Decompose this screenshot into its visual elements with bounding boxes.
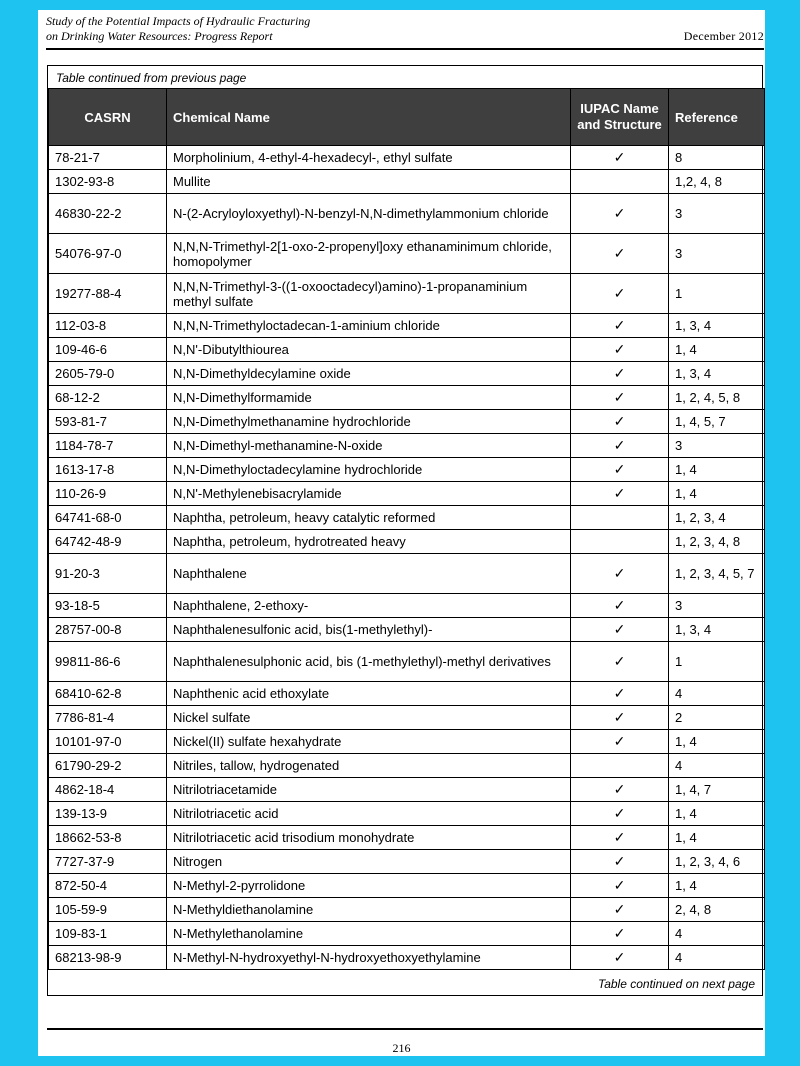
casrn-cell: 99811-86-6 [49, 642, 167, 682]
iupac-check-cell: ✓ [571, 874, 669, 898]
casrn-cell: 1184-78-7 [49, 434, 167, 458]
continued-next-note: Table continued on next page [597, 977, 755, 991]
reference-cell: 4 [669, 682, 765, 706]
chemical-name-cell: Nitrilotriacetic acid [167, 802, 571, 826]
chemical-name-cell: N,N,N-Trimethyloctadecan-1-aminium chloride [167, 314, 571, 338]
table-row [49, 826, 765, 850]
reference-cell: 1,2, 4, 8 [669, 170, 765, 194]
table-row [49, 362, 765, 386]
reference-cell: 1, 4, 7 [669, 778, 765, 802]
iupac-check-cell: ✓ [571, 554, 669, 594]
table-row [49, 170, 765, 194]
iupac-check-cell: ✓ [571, 706, 669, 730]
chemical-name-cell: N-(2-Acryloyloxyethyl)-N-benzyl-N,N-dimethylammonium chloride [167, 194, 571, 234]
chemical-name-cell: Morpholinium, 4-ethyl-4-hexadecyl-, ethyl sulfate [167, 146, 571, 170]
reference-cell: 1, 3, 4 [669, 362, 765, 386]
casrn-cell: 68-12-2 [49, 386, 167, 410]
casrn-cell: 2605-79-0 [49, 362, 167, 386]
casrn-cell: 4862-18-4 [49, 778, 167, 802]
iupac-check-cell: ✓ [571, 618, 669, 642]
iupac-check-cell: ✓ [571, 146, 669, 170]
casrn-cell: 10101-97-0 [49, 730, 167, 754]
chemical-name-cell: N,N-Dimethyldecylamine oxide [167, 362, 571, 386]
iupac-check-cell: ✓ [571, 802, 669, 826]
casrn-cell: 61790-29-2 [49, 754, 167, 778]
table-row [49, 754, 765, 778]
reference-cell: 1, 3, 4 [669, 314, 765, 338]
iupac-check-cell [571, 506, 669, 530]
table-row [49, 434, 765, 458]
table-row [49, 506, 765, 530]
reference-cell: 1, 3, 4 [669, 618, 765, 642]
table-row [49, 386, 765, 410]
table-row [49, 618, 765, 642]
casrn-cell: 109-46-6 [49, 338, 167, 362]
chemical-name-cell: N,N,N-Trimethyl-2[1-oxo-2-propenyl]oxy ethanaminimum chloride, homopolymer [167, 234, 571, 274]
casrn-cell: 872-50-4 [49, 874, 167, 898]
table-row [49, 194, 765, 234]
casrn-cell: 110-26-9 [49, 482, 167, 506]
chemical-name-cell: N,N'-Methylenebisacrylamide [167, 482, 571, 506]
reference-cell: 1, 4 [669, 458, 765, 482]
casrn-cell: 109-83-1 [49, 922, 167, 946]
chemical-name-cell: Nitrilotriacetic acid trisodium monohydrate [167, 826, 571, 850]
column-header-iupac: IUPAC Name and Structure [571, 89, 669, 146]
casrn-cell: 1302-93-8 [49, 170, 167, 194]
table-row [49, 642, 765, 682]
iupac-check-cell: ✓ [571, 682, 669, 706]
running-header [46, 12, 764, 50]
table-header-row [49, 89, 765, 146]
reference-cell: 1, 4 [669, 802, 765, 826]
casrn-cell: 46830-22-2 [49, 194, 167, 234]
iupac-check-cell: ✓ [571, 898, 669, 922]
chemical-name-cell: N,N-Dimethyl-methanamine-N-oxide [167, 434, 571, 458]
reference-cell: 3 [669, 434, 765, 458]
iupac-check-cell: ✓ [571, 594, 669, 618]
chemical-name-cell: N,N-Dimethylformamide [167, 386, 571, 410]
iupac-check-cell: ✓ [571, 730, 669, 754]
chemical-name-cell: Naphthenic acid ethoxylate [167, 682, 571, 706]
iupac-check-cell: ✓ [571, 778, 669, 802]
table-row [49, 682, 765, 706]
iupac-check-cell: ✓ [571, 338, 669, 362]
casrn-cell: 7727-37-9 [49, 850, 167, 874]
footer-rule [47, 1028, 763, 1030]
reference-cell: 4 [669, 922, 765, 946]
casrn-cell: 68410-62-8 [49, 682, 167, 706]
chemical-name-cell: N-Methyl-N-hydroxyethyl-N-hydroxyethoxyethylamine [167, 946, 571, 970]
table-row [49, 898, 765, 922]
casrn-cell: 139-13-9 [49, 802, 167, 826]
iupac-check-cell [571, 754, 669, 778]
iupac-check-cell [571, 170, 669, 194]
iupac-check-cell: ✓ [571, 234, 669, 274]
chemical-name-cell: N,N'-Dibutylthiourea [167, 338, 571, 362]
chemical-name-cell: Naphthalenesulfonic acid, bis(1-methylethyl)- [167, 618, 571, 642]
table-row [49, 594, 765, 618]
reference-cell: 1, 2, 3, 4, 5, 7 [669, 554, 765, 594]
reference-cell: 4 [669, 946, 765, 970]
column-header-casrn: CASRN [49, 89, 167, 146]
casrn-cell: 68213-98-9 [49, 946, 167, 970]
casrn-cell: 64742-48-9 [49, 530, 167, 554]
table-row [49, 530, 765, 554]
casrn-cell: 1613-17-8 [49, 458, 167, 482]
chemical-name-cell: Nickel sulfate [167, 706, 571, 730]
reference-cell: 1, 2, 3, 4 [669, 506, 765, 530]
chemical-name-cell: Naphthalene, 2-ethoxy- [167, 594, 571, 618]
table-row [49, 706, 765, 730]
reference-cell: 8 [669, 146, 765, 170]
table-row [49, 482, 765, 506]
chemical-name-cell: Mullite [167, 170, 571, 194]
table-row [49, 314, 765, 338]
iupac-check-cell: ✓ [571, 434, 669, 458]
reference-cell: 1, 4 [669, 338, 765, 362]
chemical-name-cell: N,N-Dimethyloctadecylamine hydrochloride [167, 458, 571, 482]
casrn-cell: 64741-68-0 [49, 506, 167, 530]
table-row [49, 850, 765, 874]
table-row [49, 274, 765, 314]
table-row [49, 946, 765, 970]
reference-cell: 3 [669, 194, 765, 234]
report-date: December 2012 [683, 29, 764, 43]
continued-from-note: Table continued from previous page [56, 71, 247, 85]
table-row [49, 234, 765, 274]
casrn-cell: 54076-97-0 [49, 234, 167, 274]
reference-cell: 3 [669, 234, 765, 274]
iupac-check-cell: ✓ [571, 194, 669, 234]
chemical-table [48, 88, 765, 970]
column-header-reference: Reference [669, 89, 765, 146]
reference-cell: 1, 4 [669, 730, 765, 754]
chemical-name-cell: Naphtha, petroleum, hydrotreated heavy [167, 530, 571, 554]
chemical-name-cell: N,N,N-Trimethyl-3-((1-oxooctadecyl)amino)-1-propanaminium methyl sulfate [167, 274, 571, 314]
chemical-name-cell: Nickel(II) sulfate hexahydrate [167, 730, 571, 754]
reference-cell: 3 [669, 594, 765, 618]
chemical-name-cell: Naphthalenesulphonic acid, bis (1-methylethyl)-methyl derivatives [167, 642, 571, 682]
casrn-cell: 19277-88-4 [49, 274, 167, 314]
report-title-line-1: Study of the Potential Impacts of Hydraulic Fracturing [46, 14, 311, 28]
casrn-cell: 7786-81-4 [49, 706, 167, 730]
chemical-name-cell: N-Methyl-2-pyrrolidone [167, 874, 571, 898]
reference-cell: 2, 4, 8 [669, 898, 765, 922]
chemical-name-cell: N-Methyldiethanolamine [167, 898, 571, 922]
casrn-cell: 28757-00-8 [49, 618, 167, 642]
table-row [49, 730, 765, 754]
iupac-check-cell: ✓ [571, 482, 669, 506]
table-row [49, 922, 765, 946]
casrn-cell: 93-18-5 [49, 594, 167, 618]
reference-cell: 1, 4, 5, 7 [669, 410, 765, 434]
iupac-check-cell: ✓ [571, 386, 669, 410]
page-number: 216 [392, 1041, 411, 1055]
reference-cell: 4 [669, 754, 765, 778]
reference-cell: 1, 2, 4, 5, 8 [669, 386, 765, 410]
iupac-check-cell [571, 530, 669, 554]
iupac-check-cell: ✓ [571, 642, 669, 682]
table-row [49, 874, 765, 898]
reference-cell: 1 [669, 274, 765, 314]
iupac-check-cell: ✓ [571, 922, 669, 946]
chemical-name-cell: N-Methylethanolamine [167, 922, 571, 946]
table-row [49, 410, 765, 434]
document-page [38, 10, 765, 1056]
table-row [49, 146, 765, 170]
table-row [49, 554, 765, 594]
reference-cell: 1, 2, 3, 4, 6 [669, 850, 765, 874]
column-header-chemical-name: Chemical Name [167, 89, 571, 146]
iupac-check-cell: ✓ [571, 362, 669, 386]
reference-cell: 1 [669, 642, 765, 682]
iupac-check-cell: ✓ [571, 314, 669, 338]
reference-cell: 2 [669, 706, 765, 730]
iupac-check-cell: ✓ [571, 274, 669, 314]
chemical-name-cell: N,N-Dimethylmethanamine hydrochloride [167, 410, 571, 434]
table-row [49, 458, 765, 482]
casrn-cell: 593-81-7 [49, 410, 167, 434]
casrn-cell: 91-20-3 [49, 554, 167, 594]
iupac-check-cell: ✓ [571, 410, 669, 434]
table-row [49, 802, 765, 826]
reference-cell: 1, 4 [669, 826, 765, 850]
reference-cell: 1, 4 [669, 874, 765, 898]
chemical-name-cell: Naphthalene [167, 554, 571, 594]
iupac-check-cell: ✓ [571, 850, 669, 874]
reference-cell: 1, 4 [669, 482, 765, 506]
report-title-line-2: on Drinking Water Resources: Progress Report [46, 29, 273, 43]
iupac-check-cell: ✓ [571, 826, 669, 850]
chemical-name-cell: Nitrogen [167, 850, 571, 874]
casrn-cell: 105-59-9 [49, 898, 167, 922]
chemical-name-cell: Nitriles, tallow, hydrogenated [167, 754, 571, 778]
casrn-cell: 18662-53-8 [49, 826, 167, 850]
reference-cell: 1, 2, 3, 4, 8 [669, 530, 765, 554]
chemical-name-cell: Naphtha, petroleum, heavy catalytic reformed [167, 506, 571, 530]
chemical-table-frame [47, 65, 763, 996]
iupac-check-cell: ✓ [571, 946, 669, 970]
chemical-name-cell: Nitrilotriacetamide [167, 778, 571, 802]
report-title [46, 14, 310, 44]
casrn-cell: 112-03-8 [49, 314, 167, 338]
casrn-cell: 78-21-7 [49, 146, 167, 170]
table-row [49, 778, 765, 802]
table-row [49, 338, 765, 362]
iupac-check-cell: ✓ [571, 458, 669, 482]
